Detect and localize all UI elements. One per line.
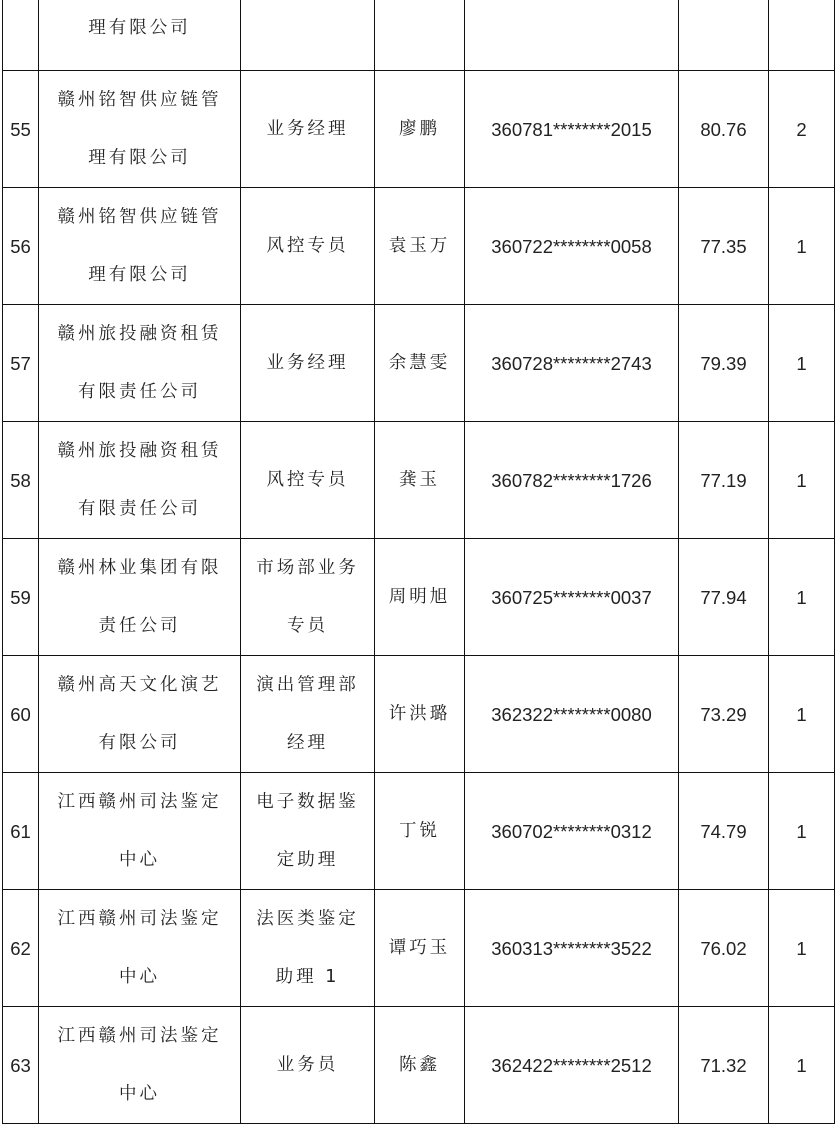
org-line-1: 赣州铭智供应链管 [57,207,222,227]
cell-name: 陈鑫 [375,1007,465,1124]
cell-name [375,0,465,71]
cell-name: 龚玉 [375,422,465,539]
org-line-2: 理有限公司 [88,18,191,38]
position-line-2: 经理 [287,733,328,753]
cell-org [39,1007,241,1124]
position-line-1: 市场部业务 [256,558,359,578]
org-line-1: 赣州旅投融资租赁 [57,441,222,461]
table-row [3,1007,835,1124]
cell-no: 55 [3,71,39,188]
position-line-1: 法医类鉴定 [256,909,359,929]
cell-id: 360313********3522 [465,890,679,1007]
cell-id: 362322********0080 [465,656,679,773]
cell-position [241,188,375,305]
org-line-1: 江西赣州司法鉴定 [57,909,222,929]
cell-position [241,539,375,656]
cell-org [39,188,241,305]
cell-no: 59 [3,539,39,656]
cell-name: 丁锐 [375,773,465,890]
cell-score: 76.02 [679,890,769,1007]
table-row [3,188,835,305]
cell-name: 许洪璐 [375,656,465,773]
cell-rank: 1 [769,422,835,539]
cell-score: 77.94 [679,539,769,656]
cell-name: 谭巧玉 [375,890,465,1007]
position-line-1: 业务经理 [266,353,349,373]
cell-no [3,0,39,71]
cell-no: 56 [3,188,39,305]
position-line-2: 专员 [287,616,328,636]
org-line-2: 理有限公司 [88,265,191,285]
cell-rank: 1 [769,188,835,305]
org-line-1: 赣州旅投融资租赁 [57,324,222,344]
cell-position [241,1007,375,1124]
position-line-1: 演出管理部 [256,675,359,695]
table-row [3,656,835,773]
cell-rank: 1 [769,305,835,422]
cell-no: 58 [3,422,39,539]
cell-rank: 1 [769,1007,835,1124]
cell-score: 74.79 [679,773,769,890]
cell-position [241,890,375,1007]
cell-org [39,773,241,890]
cell-score: 73.29 [679,656,769,773]
position-line-1: 风控专员 [266,470,349,490]
table-row [3,773,835,890]
table-row [3,539,835,656]
cell-position [241,71,375,188]
cell-id: 362422********2512 [465,1007,679,1124]
cell-org [39,305,241,422]
cell-id: 360728********2743 [465,305,679,422]
position-line-2: 助理 1 [275,967,340,987]
cell-position [241,305,375,422]
cell-score: 77.19 [679,422,769,539]
cell-org [39,890,241,1007]
cell-id: 360722********0058 [465,188,679,305]
cell-no: 57 [3,305,39,422]
cell-name: 余慧雯 [375,305,465,422]
cell-org [39,656,241,773]
org-line-2: 中心 [119,850,160,870]
cell-rank: 2 [769,71,835,188]
org-line-2: 有限公司 [98,733,181,753]
org-line-2: 有限责任公司 [78,499,201,519]
org-line-2: 理有限公司 [88,148,191,168]
cell-position [241,656,375,773]
cell-id: 360781********2015 [465,71,679,188]
table-row [3,305,835,422]
position-line-1: 电子数据鉴 [256,792,359,812]
position-line-1: 业务经理 [266,119,349,139]
table-row [3,71,835,188]
org-line-1: 赣州铭智供应链管 [57,90,222,110]
cell-id: 360782********1726 [465,422,679,539]
cell-id: 360725********0037 [465,539,679,656]
cell-id: 360702********0312 [465,773,679,890]
cell-org [39,539,241,656]
cell-position [241,0,375,71]
cell-position [241,773,375,890]
org-line-2: 责任公司 [98,616,181,636]
cell-name: 廖鹏 [375,71,465,188]
cell-no: 61 [3,773,39,890]
cell-score: 79.39 [679,305,769,422]
org-line-1: 赣州林业集团有限 [57,558,222,578]
cell-name: 周明旭 [375,539,465,656]
cell-no: 62 [3,890,39,1007]
cell-org [39,422,241,539]
table-row [3,890,835,1007]
table-row [3,422,835,539]
cell-org [39,71,241,188]
cell-org [39,0,241,71]
cell-name: 袁玉万 [375,188,465,305]
org-line-2: 中心 [119,1084,160,1104]
cell-score [679,0,769,71]
cell-score: 77.35 [679,188,769,305]
cell-no: 60 [3,656,39,773]
cell-no: 63 [3,1007,39,1124]
results-table [2,0,835,1124]
cell-rank: 1 [769,890,835,1007]
cell-score: 71.32 [679,1007,769,1124]
org-line-2: 有限责任公司 [78,382,201,402]
table-row-continued [3,0,835,71]
cell-score: 80.76 [679,71,769,188]
cell-id [465,0,679,71]
org-line-1: 江西赣州司法鉴定 [57,1026,222,1046]
position-line-1: 风控专员 [266,236,349,256]
cell-position [241,422,375,539]
cell-rank [769,0,835,71]
org-line-1: 江西赣州司法鉴定 [57,792,222,812]
position-line-1: 业务员 [276,1055,339,1075]
org-line-2: 中心 [119,967,160,987]
cell-rank: 1 [769,539,835,656]
cell-rank: 1 [769,773,835,890]
position-line-2: 定助理 [276,850,339,870]
cell-rank: 1 [769,656,835,773]
org-line-1: 赣州高天文化演艺 [57,675,222,695]
